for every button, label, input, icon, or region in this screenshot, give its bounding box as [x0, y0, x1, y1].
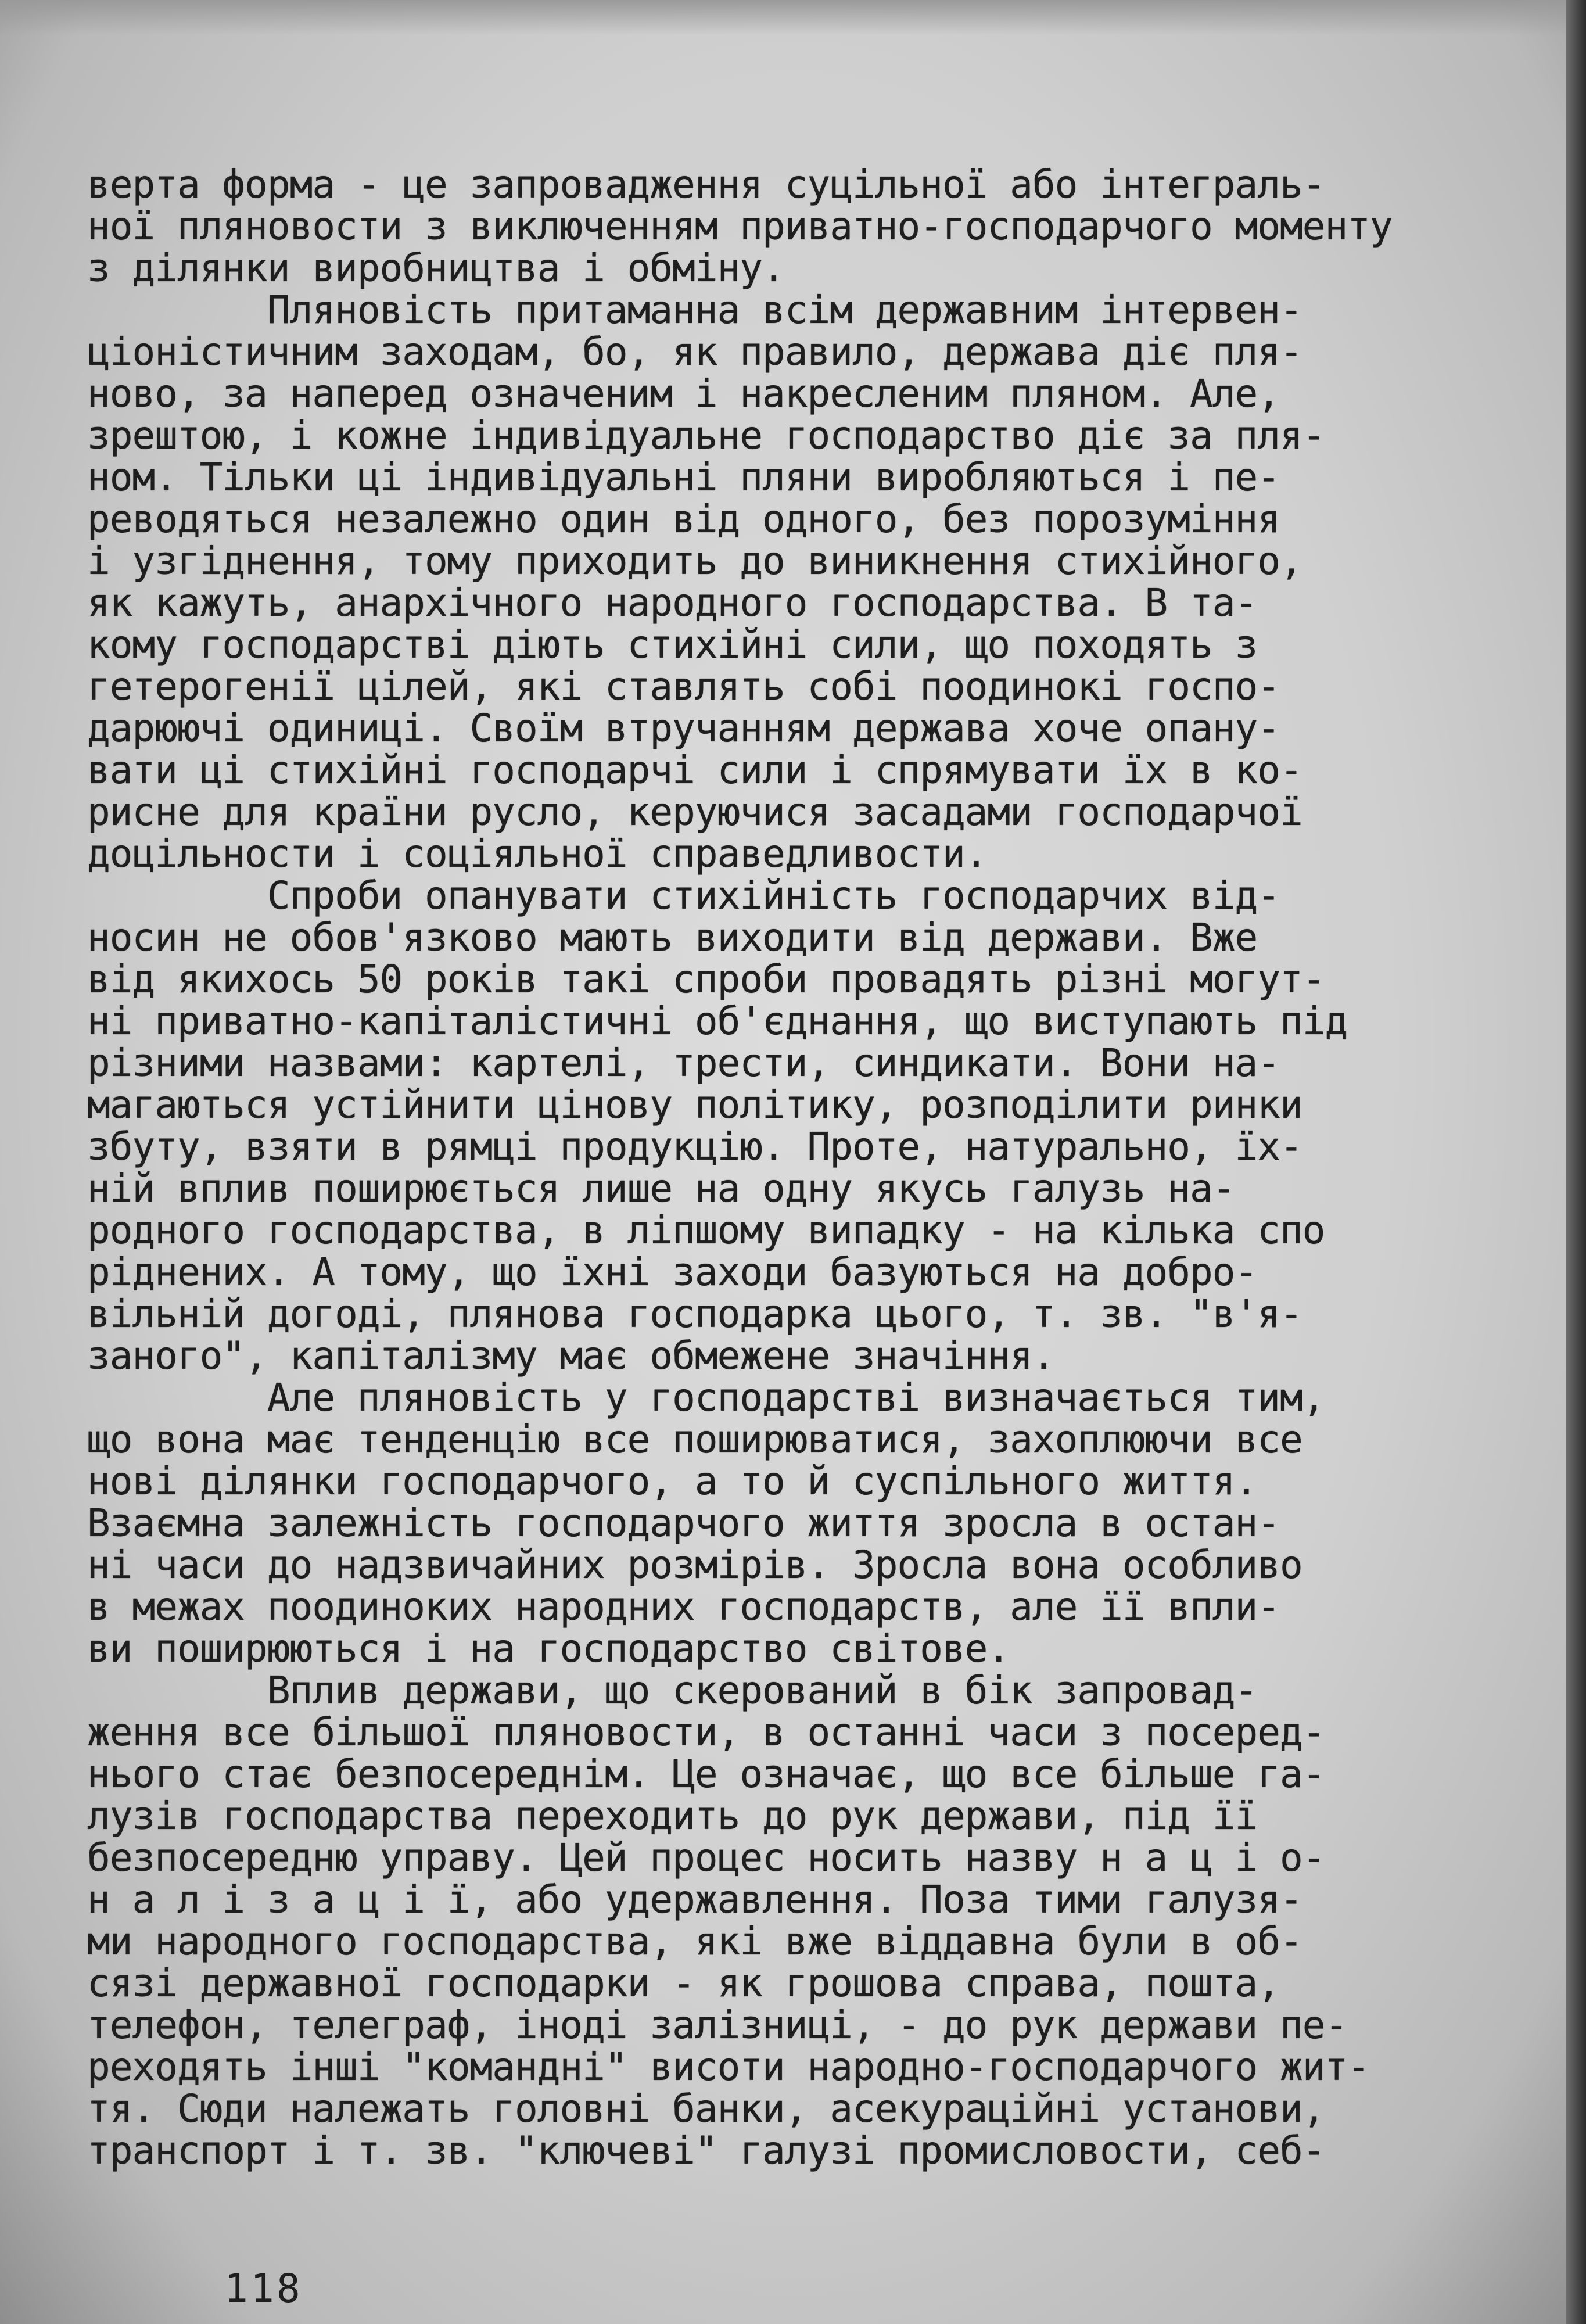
text-line: різними назвами: картелі, трести, синдикати. Вони на-: [87, 1041, 1280, 1085]
text-line: як кажуть, анархічного народного господарства. В та-: [87, 580, 1258, 625]
text-line: Взаємна залежність господарчого життя зросла в остан-: [87, 1501, 1280, 1545]
text-line: в межах поодиноких народних господарств, але її впли-: [87, 1584, 1280, 1629]
text-line: верта форма - це запровадження суцільної або інтеграль-: [87, 162, 1325, 207]
text-line: гетерогенії цілей, які ставлять собі поодинокі госпо-: [87, 664, 1280, 709]
text-line: транспорт і т. зв. "ключеві" галузі промисловости, себ-: [87, 2128, 1325, 2173]
text-line: вільній догоді, плянова господарка цього, т. зв. "в'я-: [87, 1292, 1302, 1336]
text-line: і узгіднення, тому приходить до виникнення стихійного,: [87, 539, 1302, 583]
text-line: нові ділянки господарчого, а то й суспільного життя.: [87, 1459, 1258, 1504]
text-line: безпосередню управу. Цей процес носить назву н а ц і о-: [87, 1835, 1325, 1880]
text-line: зрештою, і кожне індивідуальне господарство діє за пля-: [87, 413, 1325, 458]
text-line: вати ці стихійні господарчі сили і спрямувати їх в ко-: [87, 748, 1302, 792]
text-line: телефон, телеграф, іноді залізниці, - до рук держави пе-: [87, 2003, 1348, 2047]
body-text: [87, 164, 1516, 2172]
top-page-edge-shadow: [0, 0, 1586, 35]
text-line: Вплив держави, що скерований в бік запровад-: [87, 1668, 1258, 1713]
text-line: ви поширюються і на господарство світове.: [87, 1626, 1010, 1671]
text-line: ні приватно-капіталістичні об'єднання, що виступають під: [87, 999, 1348, 1043]
text-line: з ділянки виробництва і обміну.: [87, 246, 785, 290]
text-line: від якихось 50 років такі спроби провадять різні могут-: [87, 957, 1325, 1002]
text-line: ної пляновости з виключенням приватно-господарчого моменту: [87, 204, 1393, 249]
text-line: дарюючі одиниці. Своїм втручанням держава хоче опану-: [87, 706, 1280, 751]
text-line: доцільности і соціяльної справедливости.: [87, 831, 988, 876]
text-line: ціоністичним заходам, бо, як правило, держава діє пля-: [87, 329, 1302, 374]
text-line: носин не обов'язково мають виходити від держави. Вже: [87, 915, 1258, 960]
text-line: реходять інші "командні" висоти народно-господарчого жит-: [87, 2045, 1370, 2089]
page-number: 118: [224, 2266, 303, 2312]
text-line: рисне для країни русло, керуючися засадами господарчої: [87, 790, 1302, 834]
text-line: ні часи до надзвичайних розмірів. Зросла вона особливо: [87, 1543, 1302, 1587]
text-line: родного господарства, в ліпшому випадку - на кілька спо: [87, 1208, 1325, 1253]
right-page-edge-shadow: [1566, 0, 1586, 2324]
text-line: сязі державної господарки - як грошова справа, пошта,: [87, 1961, 1280, 2006]
text-line: реводяться незалежно один від одного, без порозуміння: [87, 497, 1280, 541]
text-line: ми народного господарства, які вже віддавна були в об-: [87, 1919, 1302, 1964]
text-line: лузів господарства переходить до рук держави, під її: [87, 1794, 1258, 1838]
text-line: що вона має тенденцію все поширюватися, захоплюючи все: [87, 1417, 1302, 1462]
text-line: кому господарстві діють стихійні сили, що походять з: [87, 622, 1258, 667]
text-line: Але пляновість у господарстві визначається тим,: [87, 1375, 1325, 1420]
text-line: ном. Тільки ці індивідуальні пляни виробляються і пе-: [87, 455, 1280, 500]
text-line: нього стає безпосереднім. Це означає, що все більше га-: [87, 1752, 1325, 1796]
text-line: ження все більшої пляновости, в останні часи з посеред-: [87, 1710, 1325, 1755]
text-line: н а л і з а ц і ї, або удержавлення. Поза тими галузя-: [87, 1877, 1302, 1922]
text-line: магаються устійнити цінову політику, розподілити ринки: [87, 1082, 1302, 1127]
text-line: ній вплив поширюється лише на одну якусь галузь на-: [87, 1166, 1235, 1211]
text-line: ново, за наперед означеним і накресленим пляном. Але,: [87, 371, 1280, 416]
text-line: тя. Сюди належать головні банки, асекураційні установи,: [87, 2086, 1325, 2131]
text-line: Спроби опанувати стихійність господарчих від-: [87, 873, 1280, 918]
text-line: Пляновість притаманна всім державним інтервен-: [87, 288, 1302, 332]
text-line: ріднених. А тому, що їхні заходи базуються на добро-: [87, 1250, 1258, 1294]
text-line: збуту, взяти в рямці продукцію. Проте, натурально, їх-: [87, 1124, 1302, 1169]
text-line: заного", капіталізму має обмежене значіння.: [87, 1333, 1055, 1378]
